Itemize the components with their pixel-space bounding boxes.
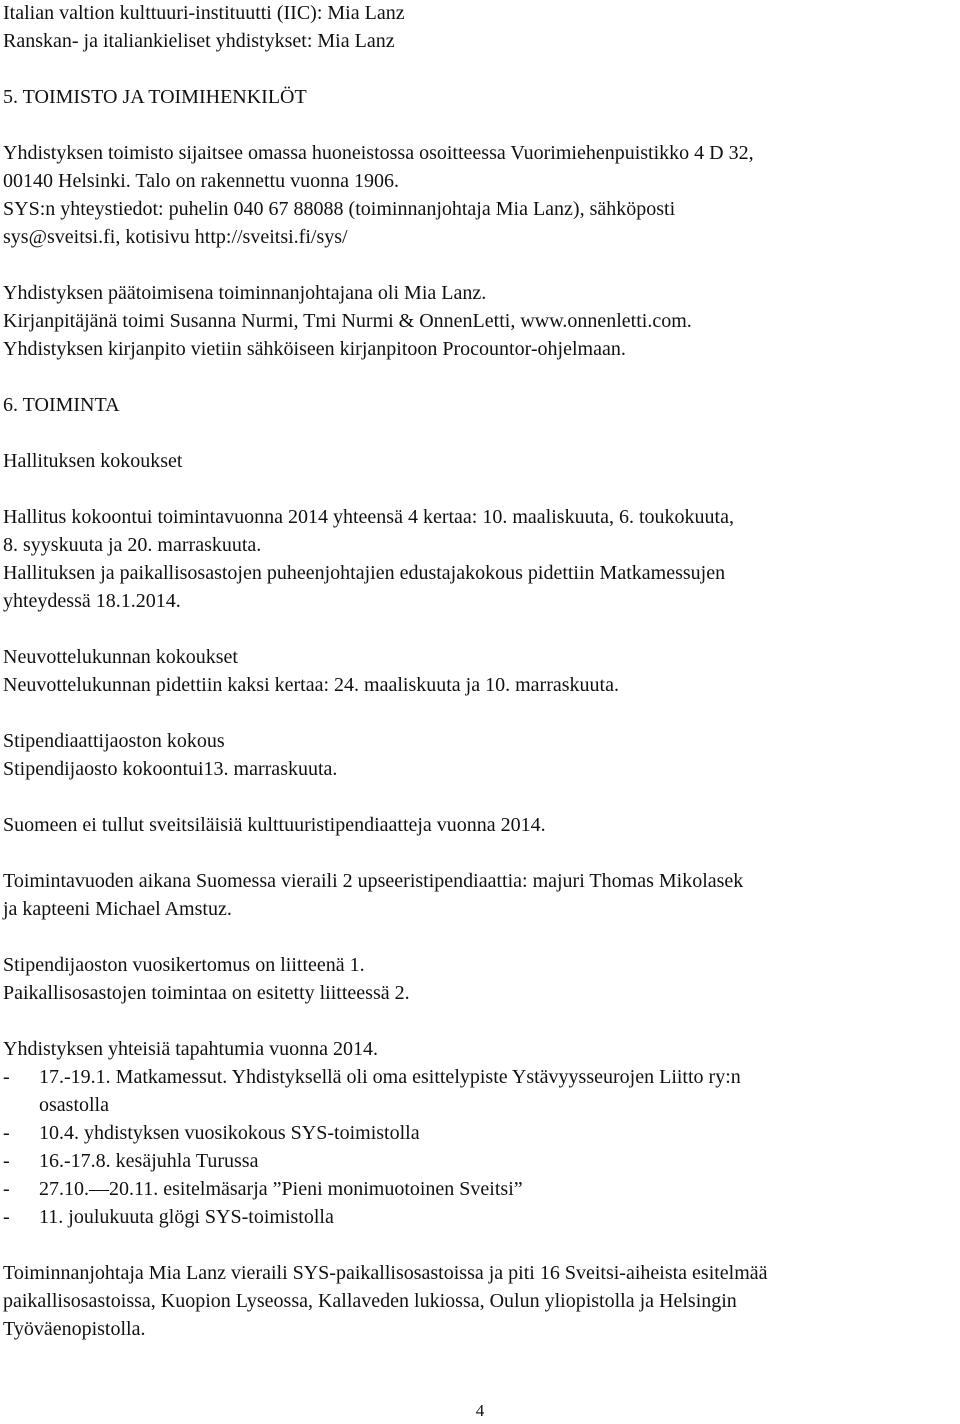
text-line: Neuvottelukunnan pidettiin kaksi kertaa: 24. maaliskuuta ja 10. marraskuuta. bbox=[3, 674, 619, 696]
text-line: Yhdistyksen kirjanpito vietiin sähköiseen kirjanpitoon Procountor-ohjelmaan. bbox=[3, 338, 626, 360]
subsection-heading: Yhdistyksen yhteisiä tapahtumia vuonna 2014. bbox=[3, 1038, 378, 1060]
text-line: paikallisosastoissa, Kuopion Lyseossa, Kallaveden lukiossa, Oulun yliopistolla ja Helsingin bbox=[3, 1290, 737, 1312]
text-line: sys@sveitsi.fi, kotisivu http://sveitsi.fi/sys/ bbox=[3, 226, 348, 248]
list-item: 10.4. yhdistyksen vuosikokous SYS-toimistolla bbox=[39, 1122, 420, 1144]
page-number: 4 bbox=[475, 1401, 485, 1420]
text-line: Paikallisosastojen toimintaa on esitetty liitteessä 2. bbox=[3, 982, 410, 1004]
list-bullet: - bbox=[3, 1178, 10, 1200]
list-bullet: - bbox=[3, 1122, 10, 1144]
text-line: SYS:n yhteystiedot: puhelin 040 67 88088 (toiminnanjohtaja Mia Lanz), sähköposti bbox=[3, 198, 676, 220]
list-item: 27.10.—20.11. esitelmäsarja ”Pieni monimuotoinen Sveitsi” bbox=[39, 1178, 523, 1200]
text-line: yhteydessä 18.1.2014. bbox=[3, 590, 181, 612]
text-line: Kirjanpitäjänä toimi Susanna Nurmi, Tmi Nurmi & OnnenLetti, www.onnenletti.com. bbox=[3, 310, 692, 332]
text-line: Italian valtion kulttuuri-instituutti (IIC): Mia Lanz bbox=[3, 2, 405, 24]
list-item-continuation: osastolla bbox=[39, 1094, 109, 1116]
text-line: 00140 Helsinki. Talo on rakennettu vuonna 1906. bbox=[3, 170, 399, 192]
subsection-heading: Stipendiaattijaoston kokous bbox=[3, 730, 225, 752]
text-line: Työväenopistolla. bbox=[3, 1318, 146, 1340]
text-line: Toiminnanjohtaja Mia Lanz vieraili SYS-paikallisosastoissa ja piti 16 Sveitsi-aiheista esitelmää bbox=[3, 1262, 768, 1284]
list-bullet: - bbox=[3, 1150, 10, 1172]
text-line: Ranskan- ja italiankieliset yhdistykset: Mia Lanz bbox=[3, 30, 395, 52]
text-line: Yhdistyksen päätoimisena toiminnanjohtajana oli Mia Lanz. bbox=[3, 282, 487, 304]
subsection-heading: Neuvottelukunnan kokoukset bbox=[3, 646, 238, 668]
text-line: Stipendijaoston vuosikertomus on liitteenä 1. bbox=[3, 954, 365, 976]
list-item: 11. joulukuuta glögi SYS-toimistolla bbox=[39, 1206, 334, 1228]
list-item: 17.-19.1. Matkamessut. Yhdistyksellä oli oma esittelypiste Ystävyysseurojen Liitto ry:n bbox=[39, 1066, 741, 1088]
list-bullet: - bbox=[3, 1206, 10, 1228]
text-line: Stipendijaosto kokoontui13. marraskuuta. bbox=[3, 758, 338, 780]
section-heading: 6. TOIMINTA bbox=[3, 394, 120, 416]
text-line: ja kapteeni Michael Amstuz. bbox=[3, 898, 232, 920]
section-heading: 5. TOIMISTO JA TOIMIHENKILÖT bbox=[3, 86, 307, 108]
text-line: 8. syyskuuta ja 20. marraskuuta. bbox=[3, 534, 262, 556]
list-item: 16.-17.8. kesäjuhla Turussa bbox=[39, 1150, 259, 1172]
text-line: Yhdistyksen toimisto sijaitsee omassa huoneistossa osoitteessa Vuorimiehenpuistikko 4 D 32, bbox=[3, 142, 754, 164]
text-line: Hallituksen ja paikallisosastojen puheenjohtajien edustajakokous pidettiin Matkamessujen bbox=[3, 562, 726, 584]
text-line: Hallitus kokoontui toimintavuonna 2014 yhteensä 4 kertaa: 10. maaliskuuta, 6. toukokuuta, bbox=[3, 506, 734, 528]
text-line: Suomeen ei tullut sveitsiläisiä kulttuuristipendiaatteja vuonna 2014. bbox=[3, 814, 546, 836]
text-line: Toimintavuoden aikana Suomessa vieraili 2 upseeristipendiaattia: majuri Thomas Mikolasek bbox=[3, 870, 744, 892]
subsection-heading: Hallituksen kokoukset bbox=[3, 450, 183, 472]
list-bullet: - bbox=[3, 1066, 10, 1088]
